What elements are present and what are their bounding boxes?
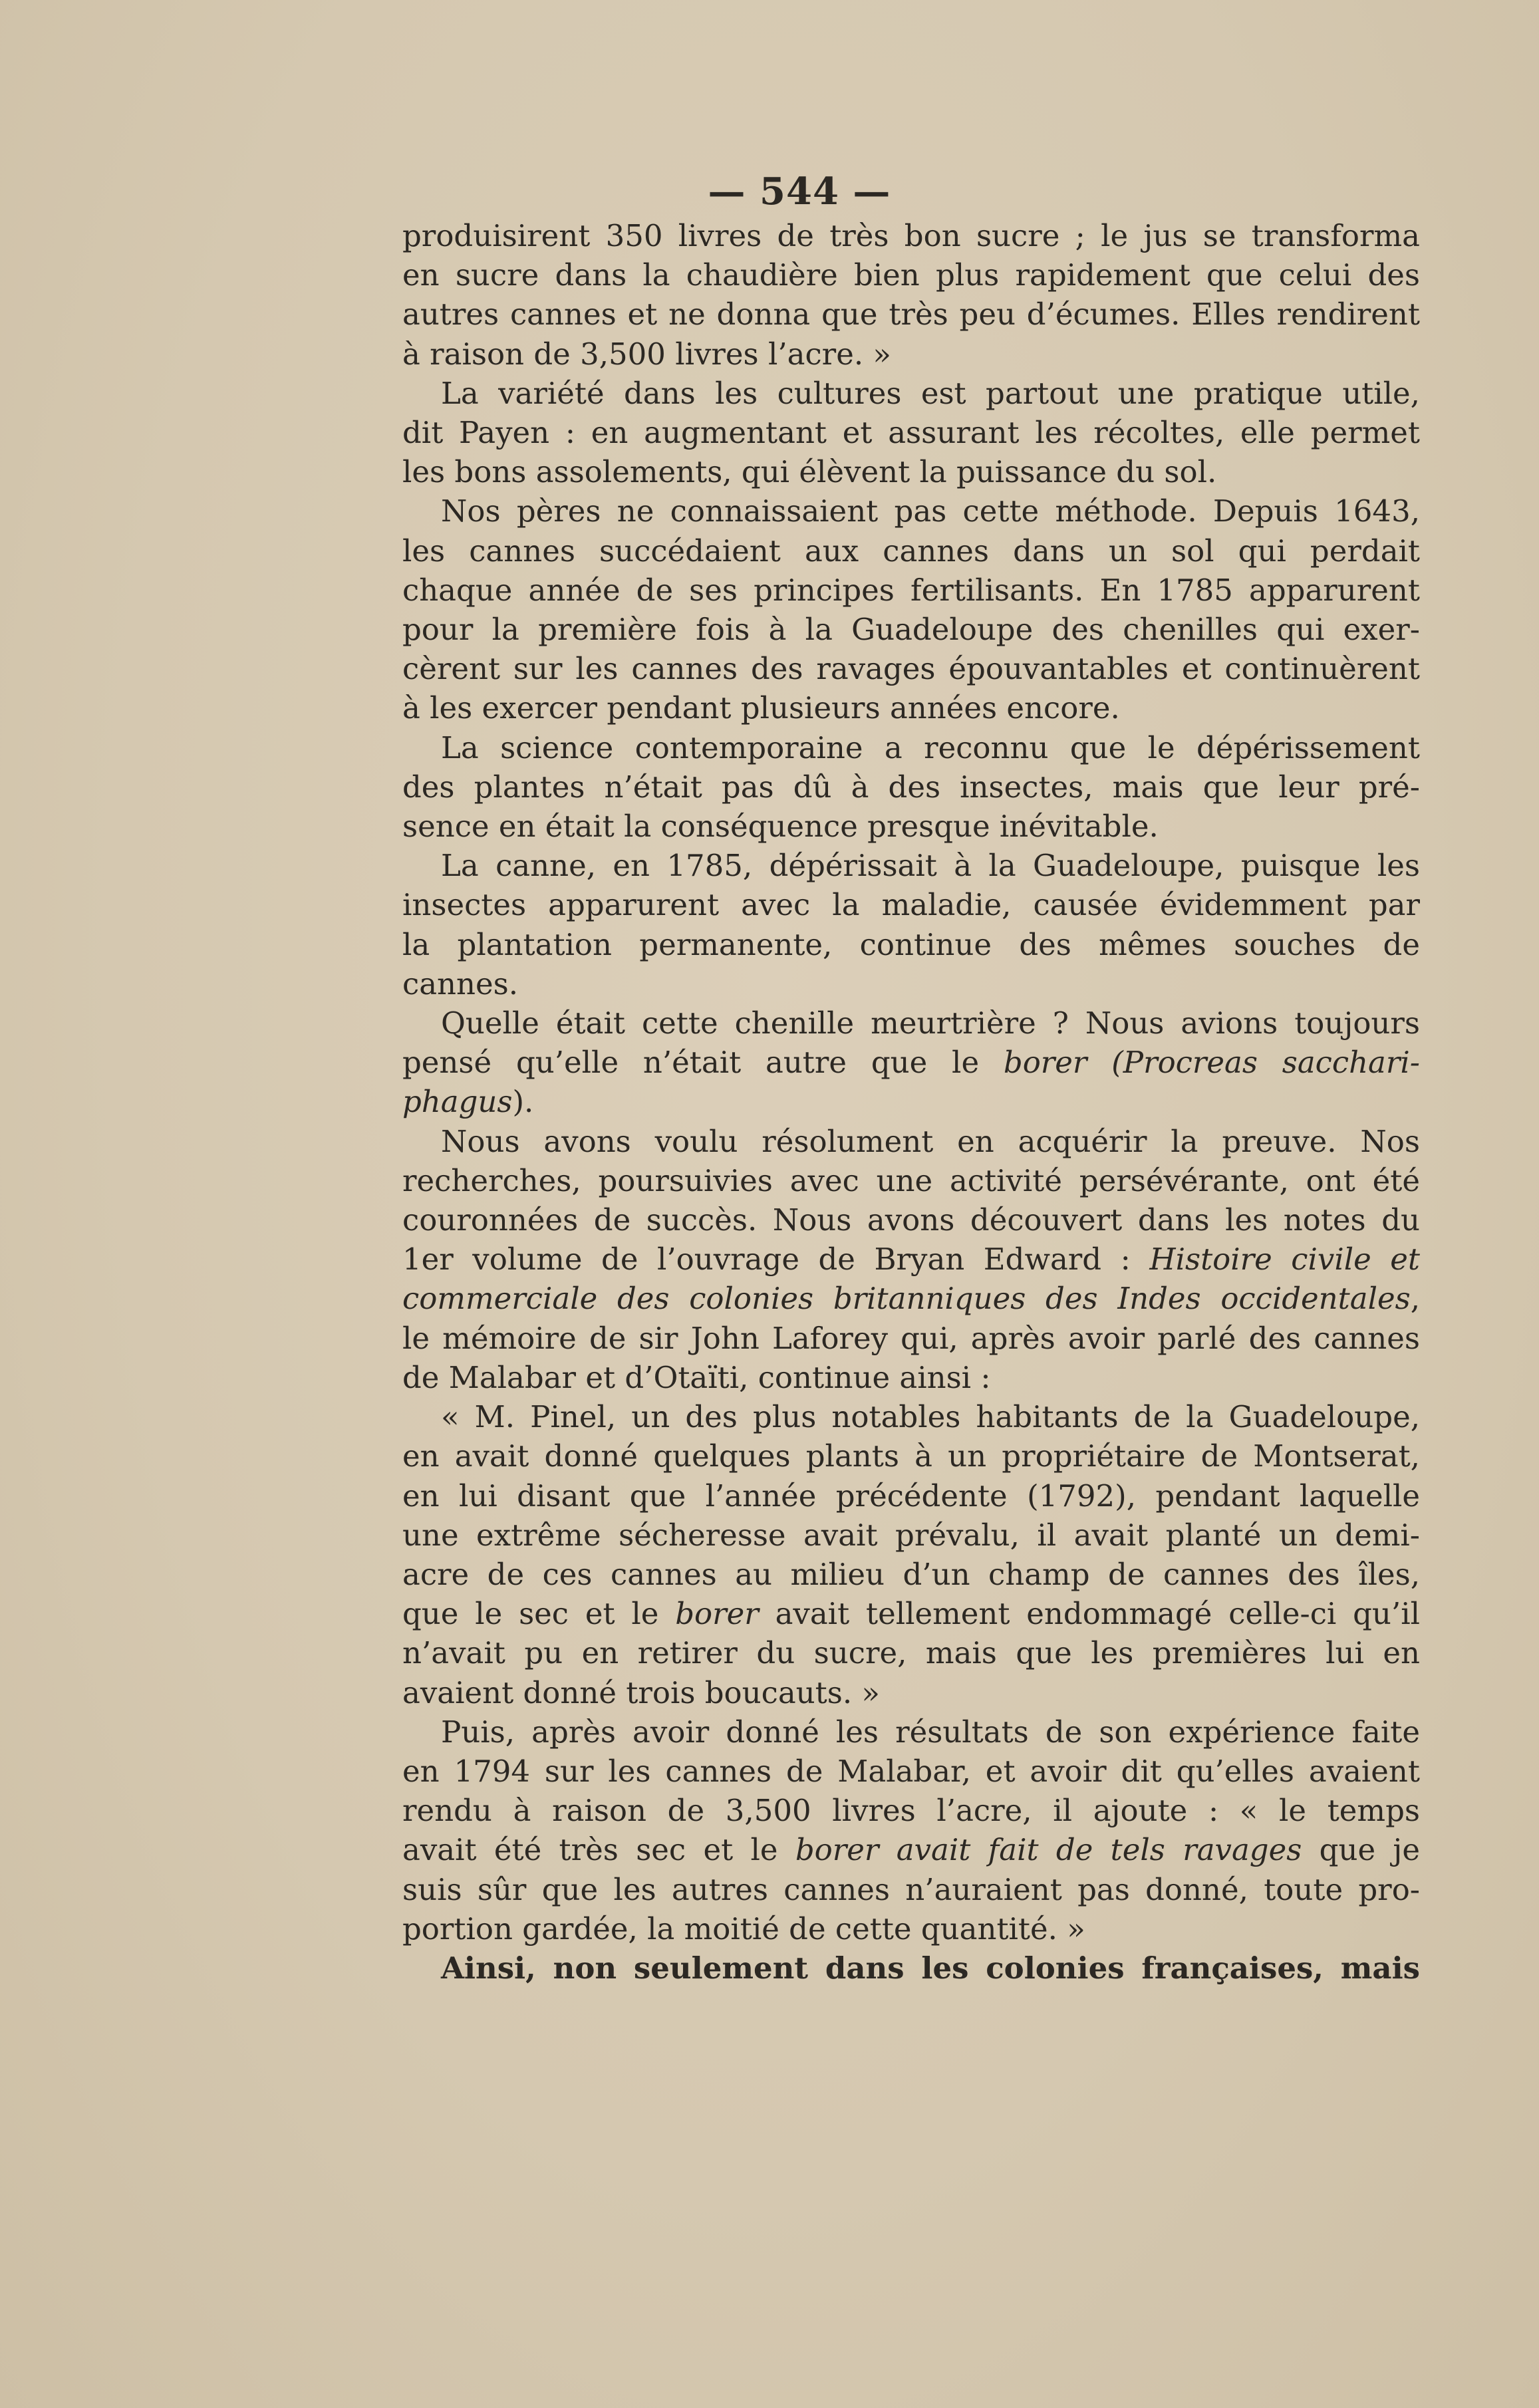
text-line [402, 1003, 1420, 1043]
text-line [402, 1122, 1420, 1161]
page-number: — 544 — [708, 170, 891, 213]
italic-text: phagus [402, 1084, 513, 1120]
text-line [402, 767, 1420, 807]
line-text: ). [512, 1084, 534, 1120]
line-text: 1er volume de l’ouvrage de Bryan Edward : [402, 1242, 1150, 1277]
line-text: suis sûr que les autres cannes n’auraient pas donné, toute pro- [402, 1871, 1420, 1907]
line-text: insectes apparurent avec la maladie, causée évidemment par [402, 887, 1420, 923]
text-line [402, 649, 1420, 688]
line-text: avait été très sec et le [402, 1832, 795, 1868]
line-text: les bons assolements, qui élèvent la puissance du sol. [402, 454, 1217, 490]
text-line [402, 1830, 1420, 1869]
text-line [402, 1594, 1420, 1633]
line-text: n’avait pu en retirer du sucre, mais que les premières lui en [402, 1635, 1420, 1671]
text-line [402, 610, 1420, 649]
text-line [402, 807, 1420, 846]
text-line [402, 374, 1420, 413]
line-text: pour la première fois à la Guadeloupe des chenilles qui exer- [402, 612, 1420, 648]
line-text: rendu à raison de 3,500 livres l’acre, il ajoute : « le temps [402, 1793, 1420, 1829]
line-text: dit Payen : en augmentant et assurant les récoltes, elle permet [402, 415, 1420, 451]
line-text: Nous avons voulu résolument en acquérir la preuve. Nos [441, 1123, 1420, 1159]
text-line [402, 491, 1420, 531]
text-line [402, 1082, 1420, 1121]
text-line [402, 1633, 1420, 1672]
text-line [402, 1791, 1420, 1830]
line-text: à raison de 3,500 livres l’acre. » [402, 336, 891, 372]
text-line [402, 216, 1420, 255]
text-line [402, 1200, 1420, 1240]
text-line [402, 1476, 1420, 1516]
line-text: en lui disant que l’année précédente (1792), pendant laquelle [402, 1478, 1420, 1514]
line-text: Nos pères ne connaissaient pas cette méthode. Depuis 1643, [441, 493, 1420, 529]
text-line [402, 1516, 1420, 1555]
line-text: en avait donné quelques plants à un propriétaire de Montserat, [402, 1438, 1420, 1474]
line-text: sence en était la conséquence presque inévitable. [402, 809, 1159, 845]
text-line [402, 925, 1420, 964]
italic-text: borer [675, 1596, 759, 1632]
text-line [402, 1043, 1420, 1082]
line-text: avaient donné trois boucauts. » [402, 1674, 880, 1710]
line-text: Puis, après avoir donné les résultats de son expérience faite [441, 1714, 1420, 1750]
line-text: les cannes succédaient aux cannes dans un sol qui perdait [402, 533, 1420, 569]
line-text: « M. Pinel, un des plus notables habitants de la Guadeloupe, [441, 1399, 1420, 1435]
text-line [402, 885, 1420, 924]
line-text: en 1794 sur les cannes de Malabar, et avoir dit qu’elles avaient [402, 1753, 1420, 1789]
line-text: à les exercer pendant plusieurs années encore. [402, 690, 1120, 726]
text-line [402, 1240, 1420, 1279]
line-text: chaque année de ses principes fertilisants. En 1785 apparurent [402, 572, 1420, 608]
line-text: le mémoire de sir John Laforey qui, après avoir parlé des cannes [402, 1320, 1420, 1356]
line-text: cèrent sur les cannes des ravages épouvantables et continuèrent [402, 651, 1420, 687]
text-line [402, 1161, 1420, 1200]
italic-text: Histoire civile et [1149, 1242, 1420, 1277]
text-line [402, 1673, 1420, 1712]
line-text: que le sec et le [402, 1596, 676, 1632]
line-text: Ainsi, non seulement dans les colonies françaises, mais [441, 1950, 1420, 1986]
line-text: couronnées de succès. Nous avons découvert dans les notes du [402, 1202, 1420, 1238]
text-line [402, 1358, 1420, 1397]
line-text: en sucre dans la chaudière bien plus rapidement que celui des [402, 257, 1420, 293]
text-line [402, 1555, 1420, 1594]
text-line [402, 846, 1420, 885]
italic-text: borer (Procreas sacchari- [1003, 1045, 1420, 1081]
line-text: acre de ces cannes au milieu d’un champ de cannes des îles, [402, 1556, 1420, 1592]
text-line [402, 728, 1420, 767]
line-text: une extrême sécheresse avait prévalu, il avait planté un demi- [402, 1517, 1420, 1553]
text-line [402, 1870, 1420, 1909]
line-text: autres cannes et ne donna que très peu d’écumes. Elles rendirent [402, 297, 1420, 333]
text-line [402, 531, 1420, 571]
text-line [402, 1948, 1420, 1988]
italic-text: borer avait fait de tels ravages [795, 1832, 1302, 1868]
line-text: La science contemporaine a reconnu que le dépérissement [441, 730, 1420, 765]
line-text: portion gardée, la moitié de cette quantité. » [402, 1911, 1085, 1946]
text-line [402, 1752, 1420, 1791]
text-line [402, 413, 1420, 452]
text-line [402, 452, 1420, 491]
text-line [402, 964, 1420, 1003]
line-text: la plantation permanente, continue des mêmes souches de [402, 926, 1420, 962]
line-text: de Malabar et d’Otaïti, continue ainsi : [402, 1359, 991, 1395]
text-line [402, 571, 1420, 610]
line-text: Quelle était cette chenille meurtrière ? Nous avions toujours [441, 1005, 1420, 1041]
text-line [402, 1436, 1420, 1476]
line-text: avait tellement endommagé celle-ci qu’il [758, 1596, 1420, 1632]
text-line [402, 334, 1420, 374]
line-text: La variété dans les cultures est partout une pratique utile, [441, 375, 1420, 411]
italic-text: commerciale des colonies britanniques des Indes occidentales [402, 1281, 1411, 1317]
line-text: des plantes n’était pas dû à des insectes, mais que leur pré- [402, 769, 1420, 805]
body-text [402, 216, 1420, 1988]
text-line [402, 255, 1420, 295]
line-text: cannes. [402, 966, 519, 1002]
line-text: pensé qu’elle n’était autre que le [402, 1045, 1004, 1081]
text-line [402, 688, 1420, 728]
text-line [402, 1909, 1420, 1948]
line-text: produisirent 350 livres de très bon sucre ; le jus se transforma [402, 218, 1420, 253]
line-text: La canne, en 1785, dépérissait à la Guadeloupe, puisque les [441, 848, 1420, 884]
text-line [402, 1712, 1420, 1752]
line-text: recherches, poursuivies avec une activité persévérante, ont été [402, 1162, 1420, 1198]
text-line [402, 295, 1420, 334]
line-text: que je [1302, 1832, 1420, 1868]
text-line [402, 1397, 1420, 1436]
text-line [402, 1319, 1420, 1358]
line-text: , [1410, 1281, 1420, 1317]
text-line [402, 1279, 1420, 1318]
